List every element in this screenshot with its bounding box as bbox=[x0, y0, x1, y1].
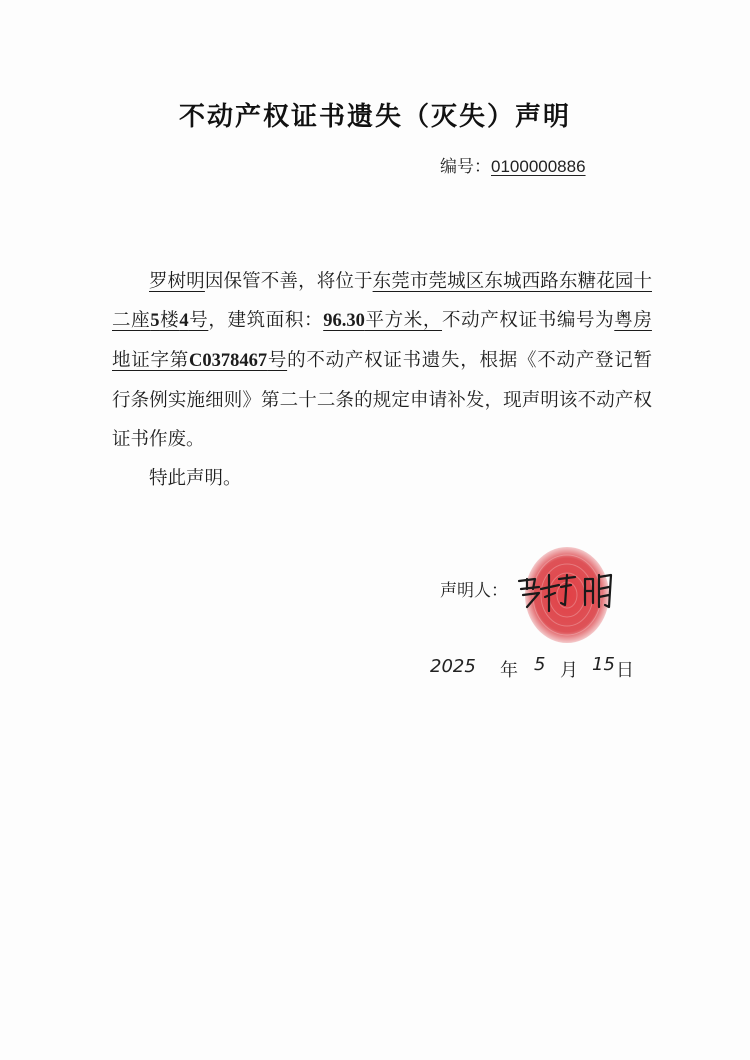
number-label: 编号： bbox=[440, 157, 491, 177]
owner-name: 罗树明 bbox=[149, 271, 205, 292]
address-end: 号 bbox=[188, 310, 209, 331]
cert-code: C0378467 bbox=[188, 351, 268, 371]
fingerprint-signature bbox=[505, 545, 645, 655]
cert-prefix: 粤房地证字第 bbox=[112, 310, 652, 371]
date-year-label: 年 bbox=[500, 660, 518, 681]
date-month-label: 月 bbox=[560, 660, 578, 681]
signer-label: 声明人： bbox=[440, 581, 508, 601]
page-title: 不动产权证书遗失（灭失）声明 bbox=[178, 102, 571, 132]
statement-paragraph bbox=[112, 262, 652, 459]
address-text: 东莞市莞城区东城西路东糖花园十二座 bbox=[112, 271, 652, 331]
cert-suffix: 号 bbox=[267, 350, 288, 371]
address-unit: 4 bbox=[179, 311, 189, 331]
signer-line bbox=[440, 576, 508, 601]
address-floor-text: 楼 bbox=[159, 310, 180, 331]
text-segment-4: 的不动产权证书遗失，根据《不动产登记暂行条例实施细则》第二十二条的规定申请补发，现声明该不动产权证书作废。 bbox=[112, 350, 652, 450]
address-building: 5 bbox=[150, 311, 160, 331]
date-day-label: 日 bbox=[616, 660, 634, 681]
text-segment-1: 因保管不善，将位于 bbox=[204, 271, 373, 292]
text-segment-3: 不动产权证书编号为 bbox=[442, 310, 615, 331]
date-day: 15 bbox=[592, 654, 615, 675]
signature-date bbox=[430, 650, 670, 690]
text-segment-2: ，建筑面积： bbox=[208, 310, 324, 331]
statement-body bbox=[112, 262, 652, 498]
date-year: 2025 bbox=[430, 656, 476, 677]
date-month: 5 bbox=[534, 654, 546, 675]
floor-area bbox=[323, 310, 442, 331]
area-value: 96.30 bbox=[323, 311, 365, 331]
closing-statement: 特此声明。 bbox=[149, 468, 242, 489]
certificate-number bbox=[440, 152, 586, 177]
number-value: 0100000886 bbox=[491, 157, 586, 176]
area-unit: 平方米， bbox=[364, 310, 443, 331]
